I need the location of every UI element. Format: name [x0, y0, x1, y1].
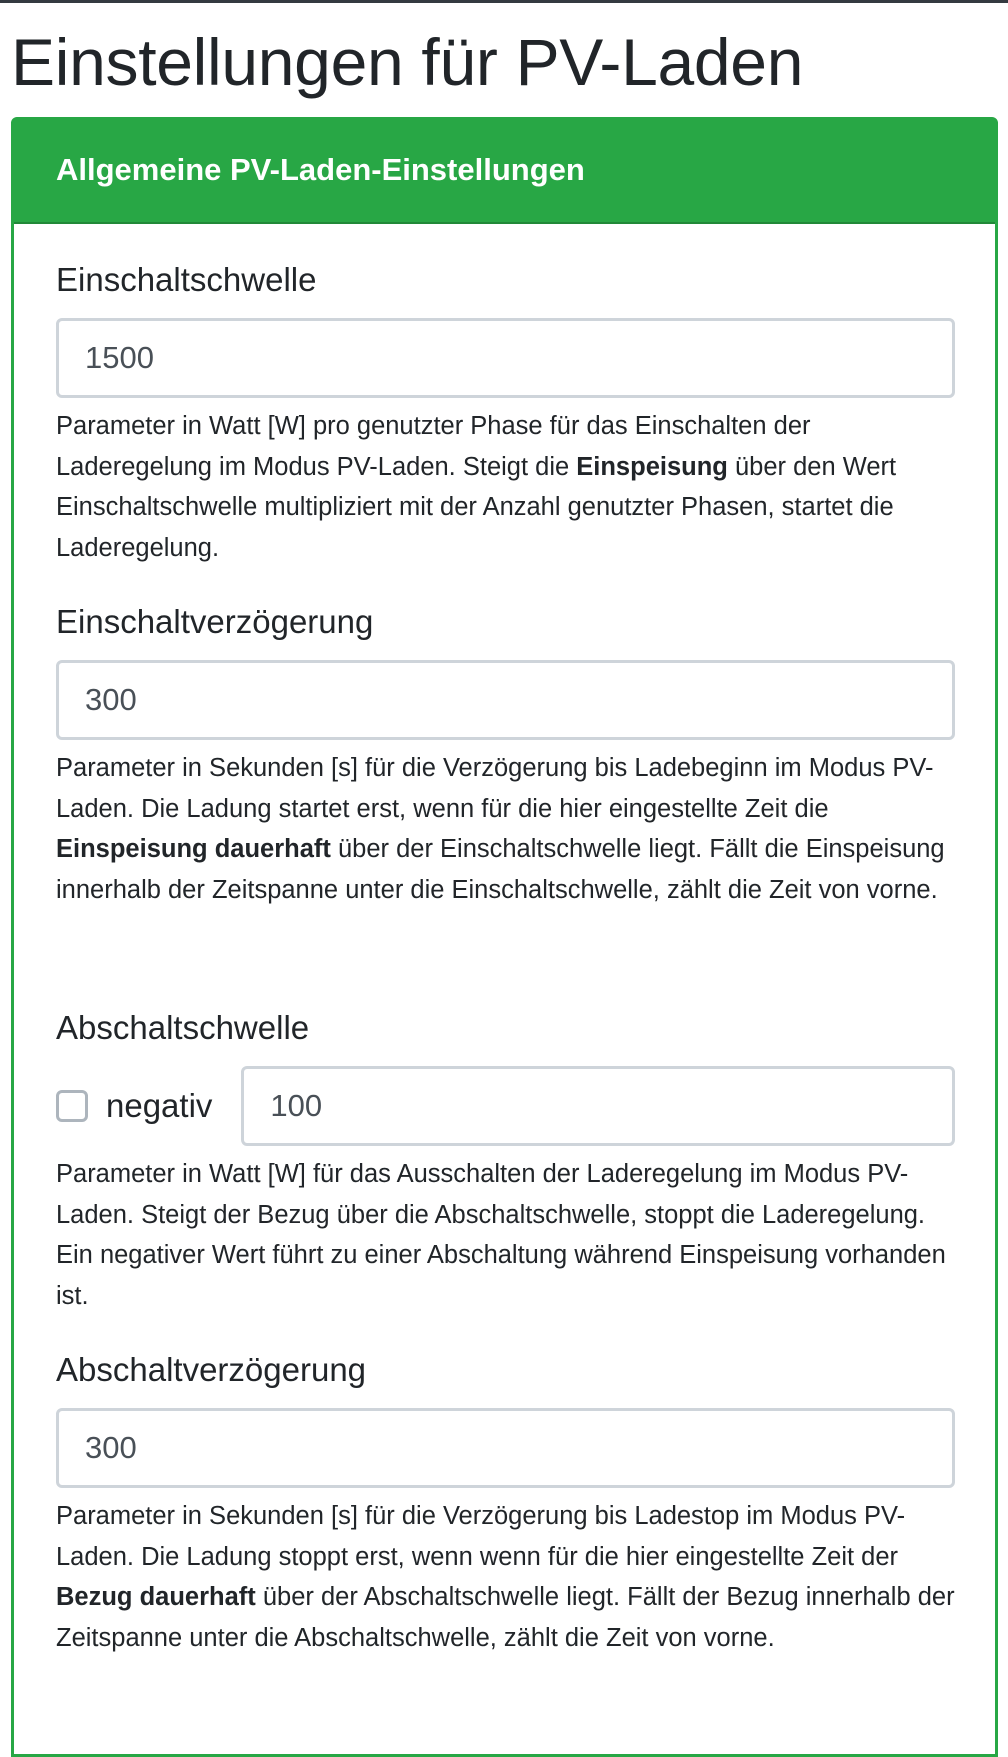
field-einschaltverzoegerung [56, 602, 955, 910]
top-border [0, 0, 1008, 3]
field-label: Einschaltverzögerung [56, 603, 374, 640]
card-header: Allgemeine PV-Laden-Einstellungen [14, 120, 995, 224]
page-title: Einstellungen für PV-Laden [11, 25, 804, 99]
field-label: Abschaltschwelle [56, 1009, 310, 1046]
einschaltverzoegerung-input[interactable]: 300 [56, 660, 955, 740]
field-einschaltschwelle [56, 260, 955, 568]
abschaltschwelle-row [56, 1066, 955, 1146]
abschaltschwelle-input[interactable]: 100 [241, 1066, 955, 1146]
help-text: Parameter in Watt [W] für das Ausschalten der Laderegelung im Modus PV-Laden. Steigt der Bezug über die Abschaltschwelle, stoppt die Laderegelung. Ein negativer Wert führt zu einer Abschaltung während Einspeisung vorhanden ist. [56, 1160, 946, 1310]
abschaltverzoegerung-input[interactable]: 300 [56, 1408, 955, 1488]
help-text: Parameter in Sekunden [s] für die Verzögerung bis Ladebeginn im Modus PV-Laden. Die Ladung startet erst, wenn für die hier eingestellte Zeit die Einspeisung dauerhaft über der Einschaltschwelle liegt. Fällt die Einspeisung innerhalb der Zeitspanne unter die Einschaltschwelle, zählt die Zeit von vorne. [56, 754, 945, 904]
field-abschaltschwelle [56, 1008, 955, 1316]
settings-card [11, 117, 998, 1757]
einschaltschwelle-input[interactable]: 1500 [56, 318, 955, 398]
field-abschaltverzoegerung [56, 1350, 955, 1658]
help-text: Parameter in Watt [W] pro genutzter Phase für das Einschalten der Laderegelung im Modus PV-Laden. Steigt die Einspeisung über den Wert Einschaltschwelle multipliziert mit der Anzahl genutzter Phasen, startet die Laderegelung. [56, 412, 897, 562]
negativ-checkbox[interactable] [56, 1090, 88, 1122]
negativ-checkbox-label[interactable]: negativ [106, 1087, 213, 1124]
field-label: Abschaltverzögerung [56, 1351, 367, 1388]
help-text: Parameter in Sekunden [s] für die Verzögerung bis Ladestop im Modus PV-Laden. Die Ladung stoppt erst, wenn wenn für die hier eingestellte Zeit der Bezug dauerhaft über der Abschaltschwelle liegt. Fällt der Bezug innerhalb der Zeitspanne unter die Abschaltschwelle, zählt die Zeit von vorne. [56, 1502, 955, 1652]
field-label: Einschaltschwelle [56, 261, 317, 298]
